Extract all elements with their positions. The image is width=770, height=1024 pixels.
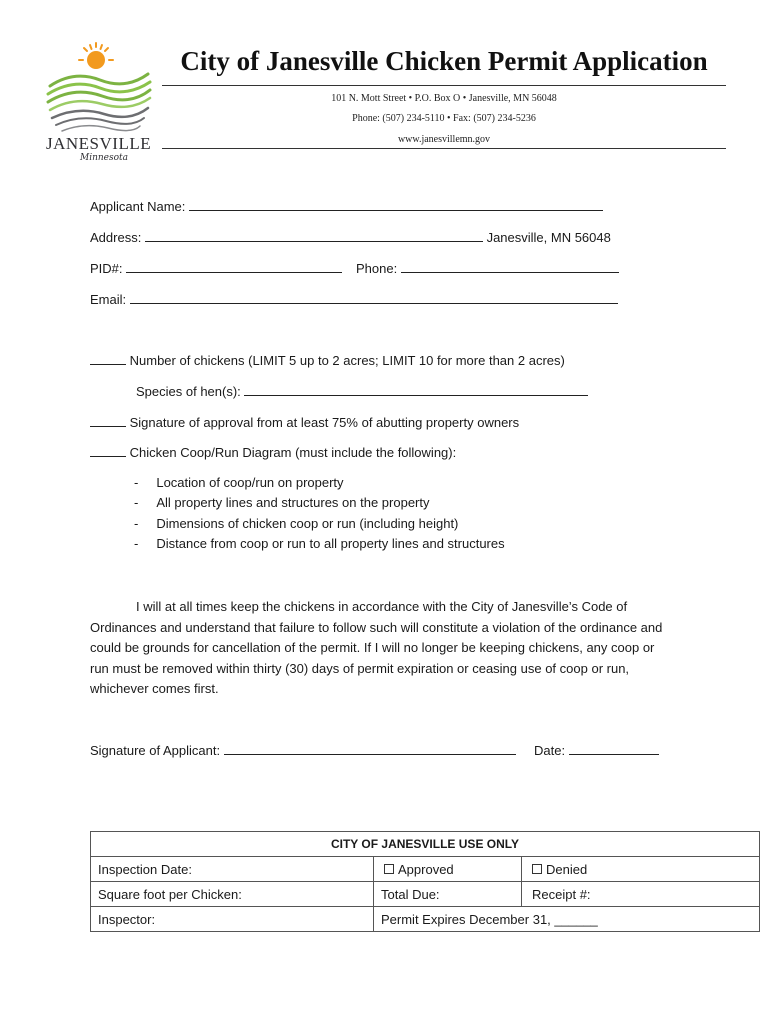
signature-label: Signature of Applicant:: [90, 743, 221, 758]
table-row: [91, 857, 760, 882]
permit-expires-cell[interactable]: Permit Expires December 31, ______: [374, 907, 760, 932]
applicant-name-row: [90, 198, 603, 214]
num-chickens-label: Number of chickens (LIMIT 5 up to 2 acres; LIMIT 10 for more than 2 acres): [129, 353, 565, 368]
address-label: Address:: [90, 230, 142, 245]
signature-approval-label: Signature of approval from at least 75% of abutting property owners: [129, 415, 520, 430]
header-rule-bottom: [162, 148, 726, 149]
date-row: [534, 742, 659, 758]
header-website: www.janesvillemn.gov: [397, 134, 491, 145]
office-use-title: CITY OF JANESVILLE USE ONLY: [91, 832, 760, 857]
species-row: [136, 383, 588, 399]
email-label: Email:: [90, 292, 127, 307]
signature-approval-row: [90, 414, 519, 430]
species-field[interactable]: [244, 383, 588, 396]
coop-diagram-field[interactable]: [90, 444, 126, 457]
pid-row: [90, 260, 342, 276]
phone-label: Phone:: [356, 261, 398, 276]
pid-label: PID#:: [90, 261, 123, 276]
header-address: 101 N. Mott Street • P.O. Box O • Janesville, MN 56048: [331, 93, 557, 104]
address-row: [90, 229, 611, 245]
inspector-cell[interactable]: Inspector:: [91, 907, 374, 932]
hills-icon: [48, 74, 150, 131]
denied-checkbox[interactable]: [532, 864, 542, 874]
bullet-item: - Dimensions of chicken coop or run (including height): [134, 516, 459, 531]
approved-cell[interactable]: Approved: [374, 857, 522, 882]
agreement-statement: I will at all times keep the chickens in accordance with the City of Janesville’s Code of Ordinances and understand that failure to follow such will constitute a violation of the ordinance and could be grounds for cancellation of the permit. If I will no longer be keeping chickens, any coop or run must be removed within thirty (30) days of permit expiration or ceasing use of coop or run, whichever comes first.: [90, 599, 663, 696]
sun-icon: [79, 43, 113, 69]
pid-field[interactable]: [126, 260, 342, 273]
phone-field[interactable]: [401, 260, 619, 273]
species-label: Species of hen(s):: [136, 384, 241, 399]
applicant-name-label: Applicant Name:: [90, 199, 186, 214]
num-chickens-row: [90, 352, 565, 368]
address-field[interactable]: [145, 229, 483, 242]
office-use-table: [90, 831, 760, 932]
address-city-state: Janesville, MN 56048: [486, 230, 611, 245]
phone-row: [356, 260, 619, 276]
denied-cell[interactable]: Denied: [522, 857, 760, 882]
bullet-item: - Location of coop/run on property: [134, 475, 344, 490]
signature-approval-field[interactable]: [90, 414, 126, 427]
num-chickens-field[interactable]: [90, 352, 126, 365]
header-rule-top: [162, 85, 726, 86]
total-due-cell[interactable]: Total Due:: [374, 882, 522, 907]
page-title: City of Janesville Chicken Permit Application: [180, 46, 708, 76]
logo-subtitle: Minnesota: [80, 153, 129, 163]
email-row: [90, 291, 618, 307]
receipt-cell[interactable]: Receipt #:: [522, 882, 760, 907]
sqft-cell[interactable]: Square foot per Chicken:: [91, 882, 374, 907]
approved-checkbox[interactable]: [384, 864, 394, 874]
coop-diagram-label: Chicken Coop/Run Diagram (must include the following):: [129, 445, 457, 460]
table-row: [91, 832, 760, 857]
date-field[interactable]: [569, 742, 659, 755]
signature-row: [90, 742, 516, 758]
table-row: [91, 907, 760, 932]
applicant-name-field[interactable]: [189, 198, 603, 211]
header-phone: Phone: (507) 234-5110 • Fax: (507) 234-5236: [352, 113, 536, 124]
inspection-date-cell[interactable]: Inspection Date:: [91, 857, 374, 882]
bullet-item: - Distance from coop or run to all property lines and structures: [134, 536, 505, 551]
table-row: [91, 882, 760, 907]
bullet-item: - All property lines and structures on the property: [134, 495, 430, 510]
coop-diagram-row: [90, 444, 456, 460]
signature-field[interactable]: [224, 742, 516, 755]
email-field[interactable]: [130, 291, 618, 304]
logo-wordmark: JANESVILLE: [46, 134, 152, 153]
date-label: Date:: [534, 743, 566, 758]
